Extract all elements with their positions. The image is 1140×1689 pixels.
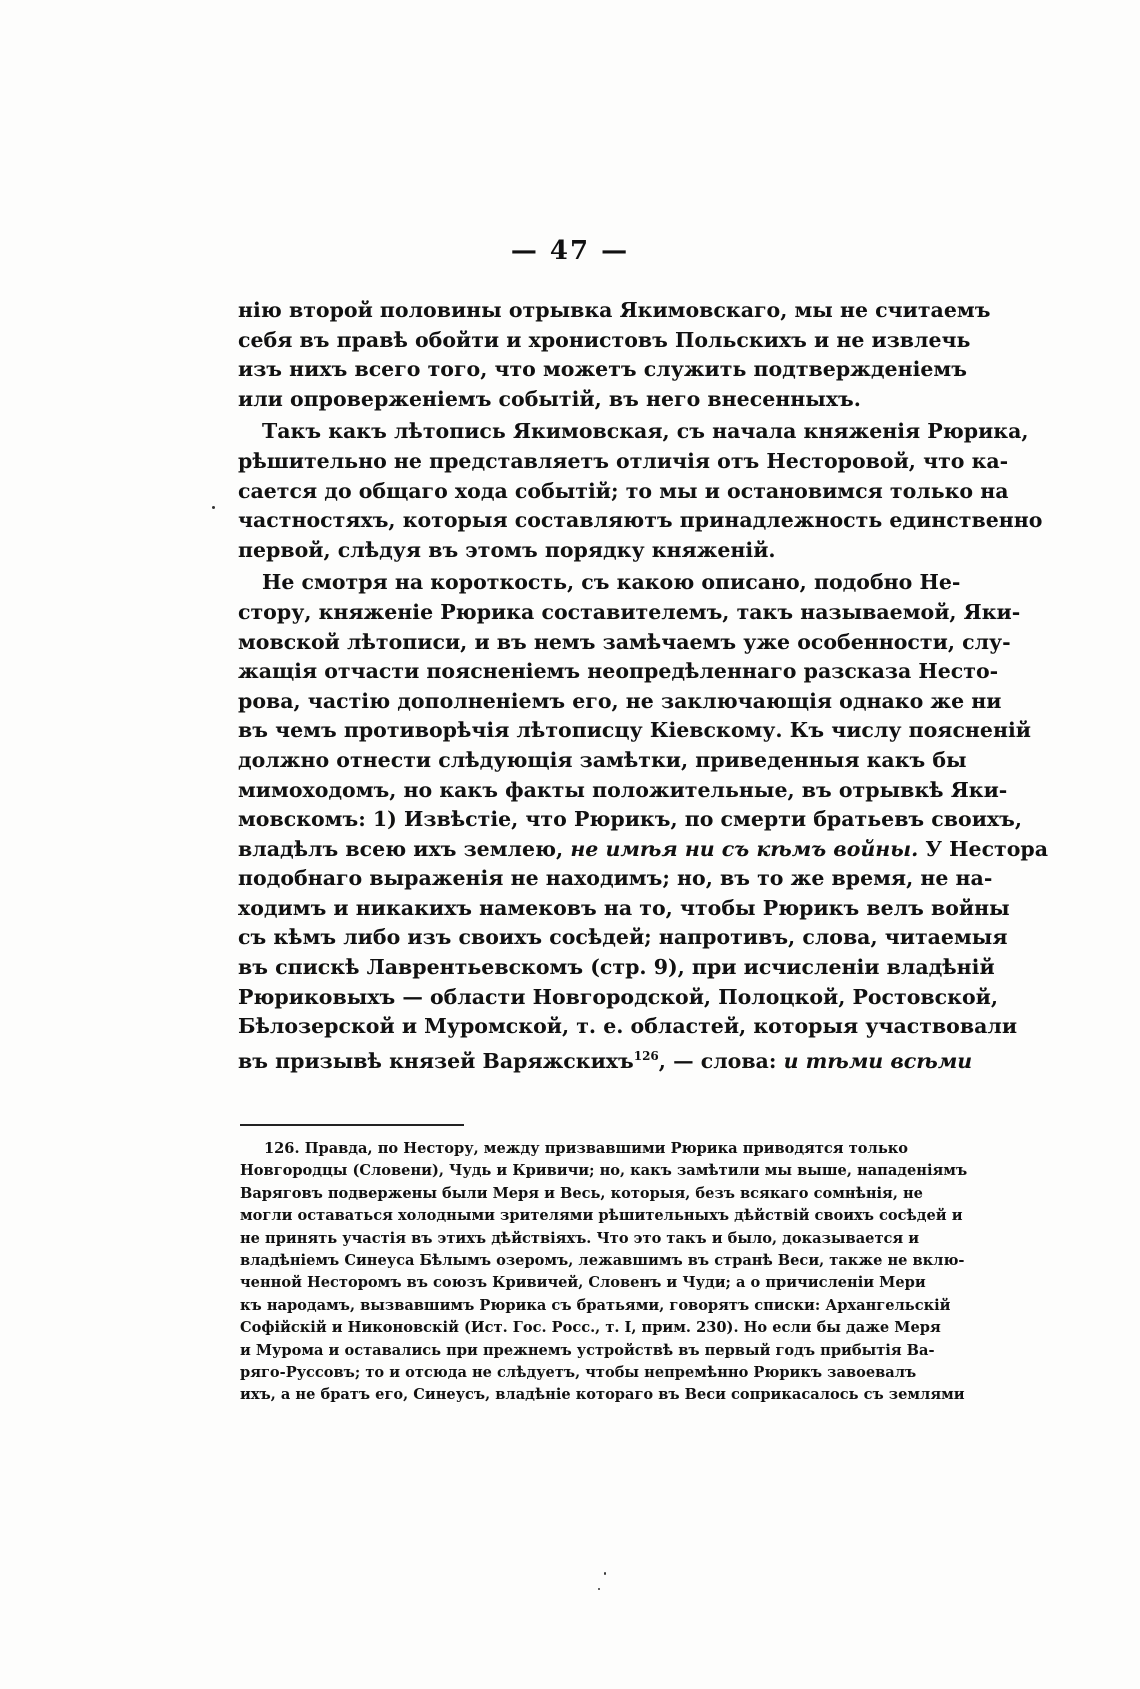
text-line: рова, частію дополненіемъ его, не заключающія однако же ни (238, 688, 1002, 713)
footnote-ref: 126 (633, 1048, 659, 1063)
text-line: ходимъ и никакихъ намековъ на то, чтобы Рюрикъ велъ войны (238, 895, 1010, 920)
text-line: съ кѣмъ либо изъ своихъ сосѣдей; напротивъ, слова, читаемыя (238, 925, 1008, 950)
text-line: изъ нихъ всего того, что можетъ служить подтвержденіемъ (238, 357, 967, 382)
text-segment: въ призывѣ князей Варяжскихъ (238, 1048, 634, 1073)
footnote-line: ченной Несторомъ въ союзъ Кривичей, Словенъ и Чуди; а о причисленіи Мери (240, 1274, 926, 1292)
text-line: первой, слѣдуя въ этомъ порядку княженій. (238, 537, 776, 562)
text-line: мимоходомъ, но какъ факты положительные, въ отрывкѣ Яки- (238, 777, 1008, 802)
text-line (238, 1042, 973, 1073)
text-line: мовской лѣтописи, и въ немъ замѣчаемъ уже особенности, слу- (238, 629, 1011, 654)
scan-speck (598, 1588, 600, 1590)
text-line: жащія отчасти поясненіемъ неопредѣленнаго разсказа Несто- (238, 659, 999, 684)
text-line: должно отнести слѣдующія замѣтки, приведенныя какъ бы (238, 747, 967, 772)
page-number: — 47 — (510, 236, 630, 266)
footnote-line: не принять участія въ этихъ дѣйствіяхъ. Что это такъ и было, доказывается и (240, 1229, 920, 1247)
text-line (238, 835, 1049, 865)
italic-quote: не имѣя ни съ кѣмъ войны. (570, 836, 919, 861)
text-line: въ спискѣ Лаврентьевскомъ (стр. 9), при исчисленіи владѣній (238, 955, 995, 980)
footnote-line: Варяговъ подвержены были Меря и Весь, которыя, безъ всякаго сомнѣнія, не (240, 1184, 923, 1202)
footnote-line: къ народамъ, вызвавшимъ Рюрика съ братьями, говорятъ списки: Архангельскій (240, 1296, 951, 1314)
text-segment: У Нестора (925, 836, 1049, 861)
text-line: стору, княженіе Рюрика составителемъ, такъ называемой, Яки- (238, 599, 1021, 624)
footnote-line: Софійскій и Никоновскій (Ист. Гос. Росс., т. I, прим. 230). Но если бы даже Меря (240, 1319, 941, 1337)
text-line: подобнаго выраженія не находимъ; но, въ то же время, не на- (238, 866, 993, 891)
text-line: нію второй половины отрывка Якимовскаго, мы не считаемъ (238, 298, 991, 322)
main-text (238, 296, 1049, 1073)
text-line: частностяхъ, которыя составляютъ принадлежность единственно (238, 508, 1043, 533)
footnote-line: ихъ, а не братъ его, Синеусъ, владѣніе котораго въ Веси соприкасалось съ землями (240, 1386, 965, 1404)
footnote-line: владѣніемъ Синеуса Бѣлымъ озеромъ, лежавшимъ въ странѣ Веси, также не вклю- (240, 1251, 965, 1269)
text-segment: владѣлъ всею ихъ землею, (238, 836, 564, 861)
footnote-divider (240, 1124, 464, 1126)
footnote-line: ряго-Руссовъ; то и отсюда не слѣдуетъ, чтобы непремѣнно Рюрикъ завоевалъ (240, 1363, 917, 1381)
footnote (240, 1138, 968, 1407)
text-line: Рюриковыхъ — области Новгородской, Полоцкой, Ростовской, (238, 984, 998, 1009)
text-line: мовскомъ: 1) Извѣстіе, что Рюрикъ, по смерти братьевъ своихъ, (238, 807, 1022, 832)
text-line: себя въ правѣ обойти и хронистовъ Польскихъ и не извлечь (238, 327, 971, 352)
scan-speck (212, 506, 215, 509)
text-line: Не смотря на короткость, съ какою описано, подобно Не- (262, 570, 961, 595)
text-line: Такъ какъ лѣтопись Якимовская, съ начала княженія Рюрика, (262, 419, 1029, 444)
scan-speck (604, 1572, 606, 1575)
text-segment: , — слова: (658, 1048, 777, 1073)
text-line: въ чемъ противорѣчія лѣтописцу Кіевскому. Къ числу поясненій (238, 718, 1031, 743)
text-line: рѣшительно не представляетъ отличія отъ Несторовой, что ка- (238, 448, 1009, 473)
footnote-line: 126. Правда, по Нестору, между призвавшими Рюрика приводятся только (264, 1140, 908, 1157)
text-line: сается до общаго хода событій; то мы и остановимся только на (238, 478, 1009, 503)
italic-quote: и тѣми всѣми (783, 1048, 973, 1073)
text-line: или опроверженіемъ событій, въ него внесенныхъ. (238, 386, 861, 411)
footnote-line: и Мурома и оставались при прежнемъ устройствѣ въ первый годъ прибытія Ва- (240, 1341, 935, 1359)
text-line: Бѣлозерской и Муромской, т. е. областей, которыя участвовали (238, 1014, 1018, 1039)
footnote-line: Новгородцы (Словени), Чудь и Кривичи; но, какъ замѣтили мы выше, нападеніямъ (240, 1162, 968, 1180)
footnote-line: могли оставаться холодными зрителями рѣшительныхъ дѣйствій своихъ сосѣдей и (240, 1207, 963, 1225)
